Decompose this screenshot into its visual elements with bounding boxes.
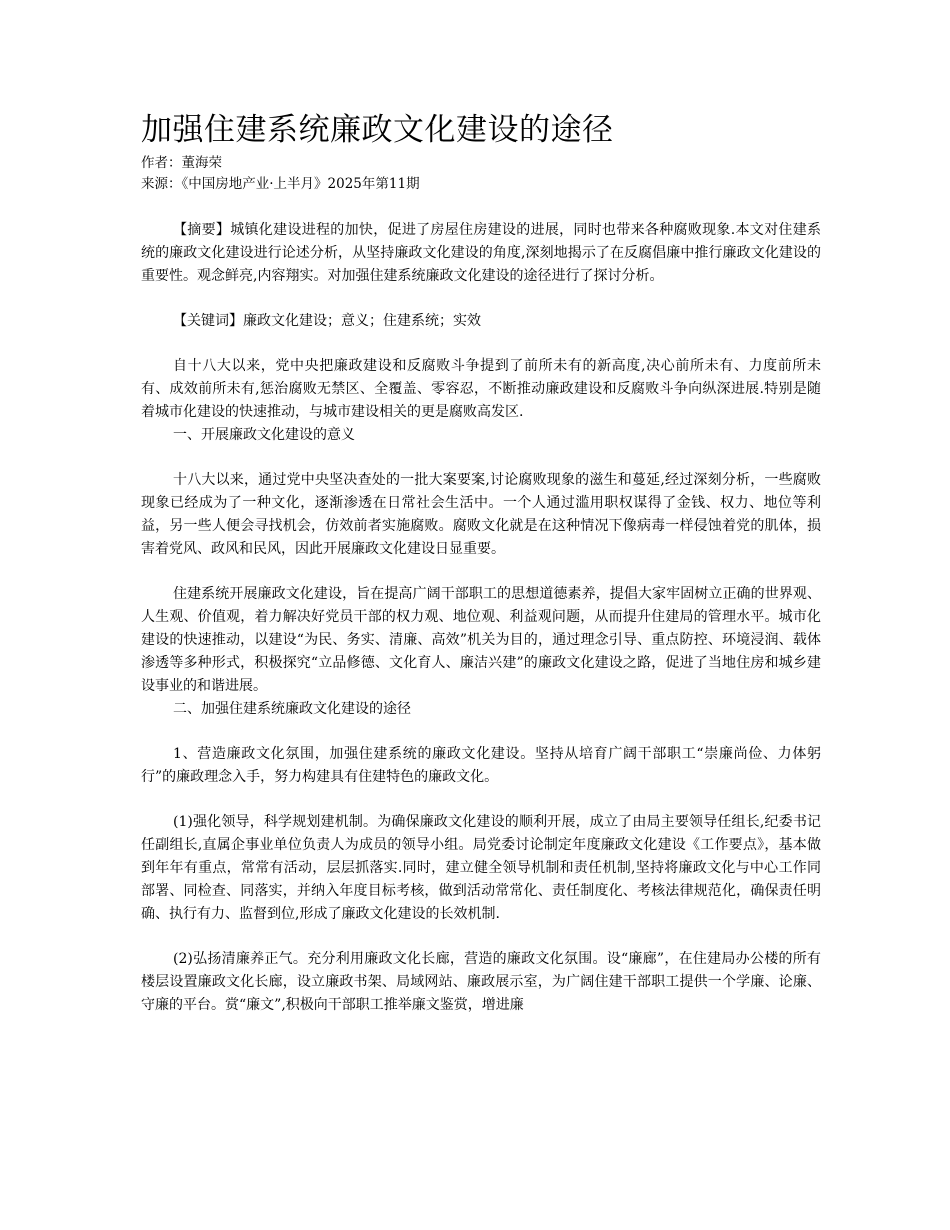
article-source: 来源：《中国房地产业·上半月》2025年第11期	[141, 176, 420, 192]
body-paragraph: 十八大以来，通过党中央坚决查处的一批大案要案,讨论腐败现象的滋生和蔓延,经过深刻分析，一些腐败现象已经成为了一种文化，逐渐渗透在日常社会生活中。一个人通过滥用职权谋得了金钱、权力、地位等利益，另一些人便会寻找机会，仿效前者实施腐败。腐败文化就是在这种情况下像病毒一样侵蚀着党的肌体，损害着党风、政风和民风，因此开展廉政文化建设日显重要。	[141, 472, 821, 557]
section-heading-1: 一、开展廉政文化建设的意义	[173, 427, 355, 443]
keywords-paragraph: 【关键词】廉政文化建设；意义；住建系统；实效	[173, 313, 481, 329]
body-paragraph: 住建系统开展廉政文化建设，旨在提高广阔干部职工的思想道德素养，提倡大家牢固树立正确的世界观、人生观、价值观，着力解决好党员干部的权力观、地位观、利益观问题，从而提升住建局的管理水平。城市化建设的快速推动，以建设“为民、务实、清廉、高效”机关为目的，通过理念引导、重点防控、环境浸润、载体渗透等多种形式，积极探究“立品修德、文化育人、廉洁兴建”的廉政文化建设之路，促进了当地住房和城乡建设事业的和谐进展。	[141, 586, 821, 694]
intro-paragraph: 自十八大以来，党中央把廉政建设和反腐败斗争提到了前所未有的新高度,决心前所未有、力度前所未有、成效前所未有,惩治腐败无禁区、全覆盖、零容忍，不断推动廉政建设和反腐败斗争向纵深进展.特别是随着城市化建设的快速推动，与城市建设相关的更是腐败高发区.	[141, 358, 821, 420]
body-paragraph: 1、营造廉政文化氛围，加强住建系统的廉政文化建设。坚持从培育广阔干部职工“崇廉尚俭、力体躬行”的廉政理念入手，努力构建具有住建特色的廉政文化。	[141, 746, 821, 785]
body-paragraph: (1)强化领导，科学规划建机制。为确保廉政文化建设的顺利开展，成立了由局主要领导任组长,纪委书记任副组长,直属企事业单位负责人为成员的领导小组。局党委讨论制定年度廉政文化建设《工作要点》，基本做到年年有重点，常常有活动，层层抓落实.同时，建立健全领导机制和责任机制,坚持将廉政文化与中心工作同部署、同检查、同落实，并纳入年度目标考核，做到活动常常化、责任制度化、考核法律规范化，确保责任明确、执行有力、监督到位,形成了廉政文化建设的长效机制.	[141, 814, 821, 922]
document-page	[141, 110, 821, 1017]
section-heading-2: 二、加强住建系统廉政文化建设的途径	[173, 701, 411, 717]
article-title: 加强住建系统廉政文化建设的途径	[141, 112, 614, 148]
abstract-paragraph: 【摘要】城镇化建设进程的加快，促进了房屋住房建设的进展，同时也带来各种腐败现象.本文对住建系统的廉政文化建设进行论述分析，从坚持廉政文化建设的角度,深刻地揭示了在反腐倡廉中推行廉政文化建设的重要性。观念鲜亮,内容翔实。对加强住建系统廉政文化建设的途径进行了探讨分析。	[141, 222, 821, 284]
article-author: 作者：董海荣	[141, 155, 222, 171]
body-paragraph: (2)弘扬清廉养正气。充分利用廉政文化长廊，营造的廉政文化氛围。设“廉廊”，在住建局办公楼的所有楼层设置廉政文化长廊，设立廉政书架、局域网站、廉政展示室，为广阔住建干部职工提供一个学廉、论廉、守廉的平台。赏“廉文”,积极向干部职工推举廉文鉴赏，增进廉	[141, 951, 821, 1013]
